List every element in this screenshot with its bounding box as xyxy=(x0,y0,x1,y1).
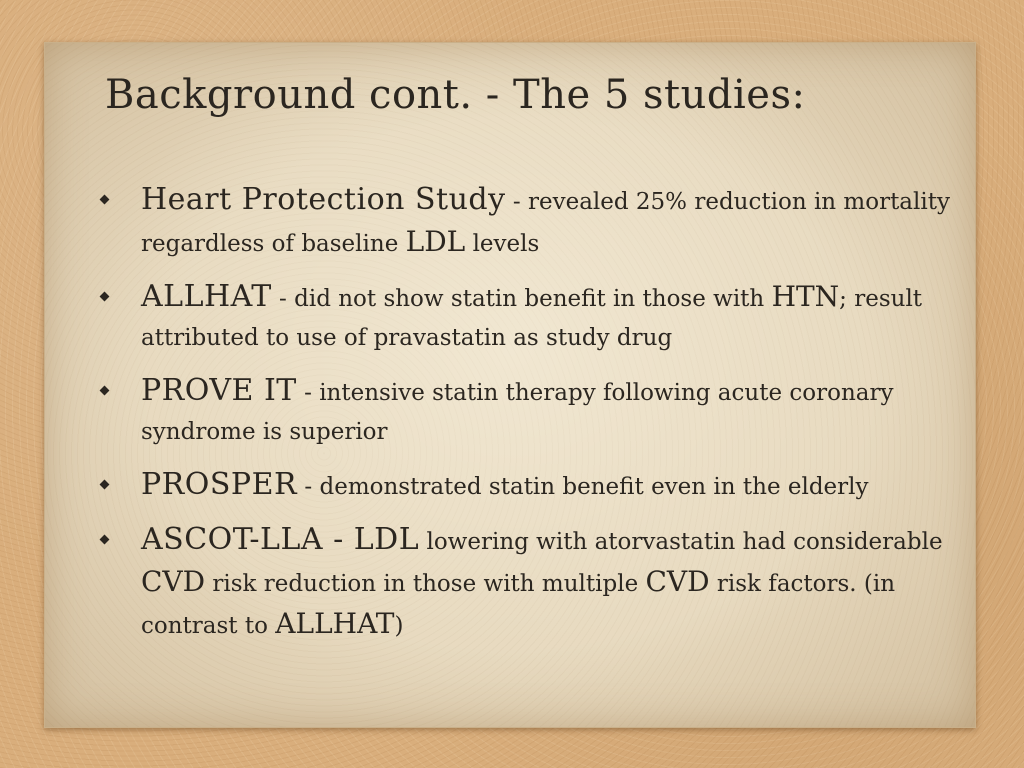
study-name: ALLHAT xyxy=(141,279,272,314)
slide-title: Background cont. - The 5 studies: xyxy=(105,72,806,118)
study-description: - intensive statin therapy following acute coronary syndrome is superior xyxy=(141,380,894,445)
bullet-diamond-icon xyxy=(100,386,110,396)
study-description: - did not show statin benefit in those with xyxy=(271,286,772,312)
term-cvd: CVD xyxy=(141,565,206,598)
bullet-diamond-icon xyxy=(100,195,110,205)
slide-paper xyxy=(44,42,976,728)
term-cvd-second: CVD xyxy=(645,565,710,598)
study-description-end: levels xyxy=(465,231,540,257)
bullet-diamond-icon xyxy=(100,292,110,302)
bullet-item-ascot-lla xyxy=(97,520,957,646)
study-description: lowering with atorvastatin had considerable xyxy=(419,529,943,555)
study-description-end: ; result attributed to use of pravastatin as study drug xyxy=(141,286,923,351)
term-allhat: ALLHAT xyxy=(275,607,395,640)
term-ldl: LDL xyxy=(405,225,466,258)
bullet-item-allhat xyxy=(97,277,957,358)
study-description: - demonstrated statin benefit even in the elderly xyxy=(297,474,869,500)
bullet-list xyxy=(97,180,957,659)
term-htn: HTN xyxy=(771,280,840,313)
study-description-end: ) xyxy=(394,613,404,639)
bullet-item-prove-it xyxy=(97,371,957,452)
study-name: PROSPER xyxy=(141,467,298,502)
study-description-contrast: risk factors. (in contrast to xyxy=(141,571,896,639)
study-name: PROVE IT xyxy=(141,373,297,408)
study-name: Heart Protection Study xyxy=(141,182,506,217)
study-description: - revealed 25% reduction in mortality regardless of baseline xyxy=(141,189,950,257)
study-name: ASCOT-LLA - LDL xyxy=(141,522,420,557)
bullet-item-prosper xyxy=(97,465,957,507)
bullet-diamond-icon xyxy=(100,480,110,490)
study-description-middle: risk reduction in those with multiple xyxy=(205,571,646,597)
bullet-diamond-icon xyxy=(100,535,110,545)
bullet-item-heart-protection-study xyxy=(97,180,957,264)
